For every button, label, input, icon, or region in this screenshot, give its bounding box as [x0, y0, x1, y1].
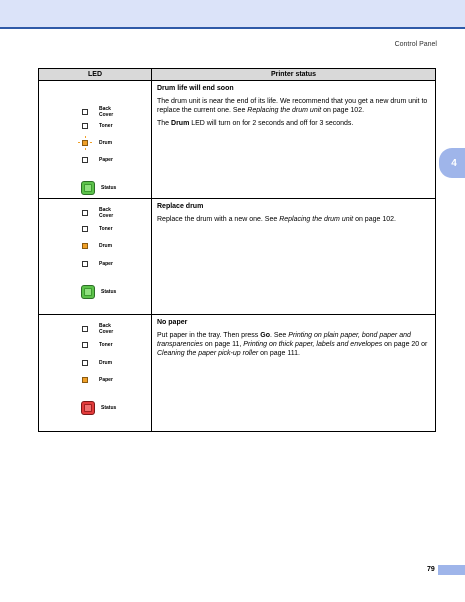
led-off-icon — [82, 157, 88, 163]
led-drum — [82, 360, 162, 366]
led-drum — [82, 140, 162, 146]
status-paragraph: Put paper in the tray. Then press Go. See Printing on plain paper, bond paper and transparencies on page 11, Printing on thick paper, labels and envelopes on page 20 or Cleaning the paper pick-up roller on page 111. — [157, 332, 428, 357]
led-toner — [82, 342, 162, 348]
status-paragraph: The Drum LED will turn on for 2 seconds and off for 3 seconds. — [157, 120, 354, 127]
led-off-icon — [82, 226, 88, 232]
chapter-number: 4 — [451, 157, 457, 169]
page-number: 79 — [427, 566, 435, 573]
cross-reference: Replacing the drum unit — [247, 107, 322, 114]
led-label-toner: Toner — [99, 342, 113, 348]
led-cell — [39, 81, 152, 199]
led-orange-icon — [82, 377, 88, 383]
status-paragraph: The drum unit is near the end of its life. We recommend that you get a new drum unit to replace the current one. See Replacing the drum unit on page 102. — [157, 98, 428, 114]
led-off-icon — [82, 109, 88, 115]
led-back-cover — [82, 207, 162, 219]
led-drum — [82, 243, 162, 249]
led-label-drum: Drum — [99, 243, 113, 249]
header-printer-status: Printer status — [152, 69, 436, 81]
led-label-drum: Drum — [99, 140, 113, 146]
led-toner — [82, 123, 162, 129]
led-off-icon — [82, 210, 88, 216]
status-red-icon — [81, 401, 95, 415]
led-off-icon — [82, 261, 88, 267]
led-paper — [82, 261, 162, 267]
chapter-tab — [439, 148, 465, 178]
led-status — [81, 285, 116, 299]
led-toner — [82, 226, 162, 232]
led-off-icon — [82, 342, 88, 348]
led-label-cover: Cover — [99, 112, 114, 118]
status-green-icon — [81, 285, 95, 299]
status-title: No paper — [157, 319, 188, 326]
status-paragraph: Replace the drum with a new one. See Replacing the drum unit on page 102. — [157, 216, 396, 223]
status-cell — [152, 81, 436, 199]
led-cell — [39, 199, 152, 315]
running-header: Control Panel — [394, 41, 437, 48]
led-orange-icon — [82, 243, 88, 249]
cross-reference: Replacing the drum unit — [279, 216, 354, 223]
cross-reference: Cleaning the paper pick-up roller — [157, 350, 259, 357]
led-off-icon — [82, 326, 88, 332]
led-label-drum: Drum — [99, 360, 113, 366]
led-back-cover — [82, 106, 162, 118]
led-label-toner: Toner — [99, 226, 113, 232]
led-panel — [39, 315, 150, 431]
led-label-back: Back — [99, 207, 111, 213]
table-row — [39, 81, 436, 199]
led-label-back: Back — [99, 106, 111, 112]
status-cell — [152, 315, 436, 432]
header-rule — [0, 27, 465, 29]
led-label-status: Status — [101, 289, 117, 295]
header-led: LED — [39, 69, 152, 81]
status-title: Replace drum — [157, 203, 204, 210]
led-blinking-orange-icon — [82, 140, 88, 146]
led-paper — [82, 157, 162, 163]
status-cell — [152, 199, 436, 315]
led-cell — [39, 315, 152, 432]
led-label-cover: Cover — [99, 329, 114, 335]
cross-reference: Printing on plain paper, bond paper and transparencies — [157, 332, 411, 348]
status-green-icon — [81, 181, 95, 195]
led-label-paper: Paper — [99, 157, 113, 163]
cross-reference: Printing on thick paper, labels and envelopes — [243, 341, 383, 348]
page-number-tab — [438, 565, 465, 575]
led-label-status: Status — [101, 405, 117, 411]
status-title: Drum life will end soon — [157, 85, 234, 92]
led-label-status: Status — [101, 185, 117, 191]
led-panel — [39, 81, 150, 198]
led-status — [81, 401, 116, 415]
led-label-cover: Cover — [99, 213, 114, 219]
led-label-toner: Toner — [99, 123, 113, 129]
led-status — [81, 181, 116, 195]
led-status-table — [38, 68, 436, 432]
table-row — [39, 315, 436, 432]
table-header-row — [39, 69, 436, 81]
led-label-back: Back — [99, 323, 111, 329]
led-off-icon — [82, 123, 88, 129]
led-panel — [39, 199, 150, 314]
led-label-paper: Paper — [99, 377, 113, 383]
table-row — [39, 199, 436, 315]
led-off-icon — [82, 360, 88, 366]
led-paper — [82, 377, 162, 383]
led-label-paper: Paper — [99, 261, 113, 267]
header-band — [0, 0, 465, 27]
led-back-cover — [82, 323, 162, 335]
